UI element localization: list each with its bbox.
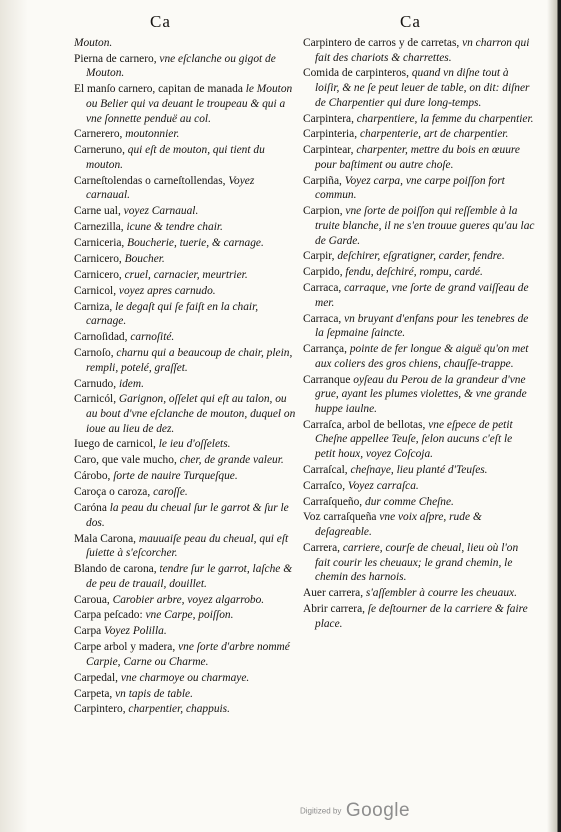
entry-translation: oyſeau du Perou de la grandeur d'vne grue, ayant les plumes violettes, & vne grande huppe iaulne. [315, 373, 527, 415]
entry-translation: le Mouton ou Belier qui va deuant le troupeau & qui a vne ſonnette penduë au col. [86, 83, 293, 125]
dictionary-entry [74, 143, 296, 172]
entry-headword: Carpido, [303, 266, 346, 279]
entry-translation: vn charron qui fait des chariots & charrettes. [315, 37, 530, 64]
entry-headword: Abrir carrera, [303, 602, 368, 615]
entry-translation: Garignon, oſſelet qui eſt au talon, ou au bout d'vne eſclanche de mouton, duquel on ioue au lieu de dez. [86, 393, 296, 435]
dictionary-entry [74, 702, 296, 717]
entry-translation: Mouton. [74, 37, 113, 49]
dictionary-entry [74, 220, 296, 235]
dictionary-entry [74, 687, 296, 702]
entry-headword: Carranque [303, 373, 354, 386]
dictionary-entry [303, 143, 535, 172]
dictionary-entry [74, 377, 296, 392]
dictionary-entry [74, 174, 296, 203]
entry-translation: charpenter, mettre du bois en œuure pour baſtiment ou autre choſe. [315, 144, 520, 171]
entry-translation: Voyez carpa, vne carpe poiſſon fort commun. [315, 174, 505, 202]
dictionary-entry [303, 479, 535, 494]
entry-translation: charpentiere, la femme du charpentier. [356, 112, 534, 125]
entry-headword: Carniceria, [74, 237, 128, 250]
dictionary-entry [303, 602, 535, 631]
entry-translation: le degaſt qui ſe faiſt en la chair, carnage. [86, 300, 259, 328]
entry-headword: Carrera, [303, 541, 343, 554]
entry-headword: Carneruno, [74, 144, 128, 157]
entry-translation: cheſnaye, lieu planté d'Teuſes. [350, 463, 488, 476]
entry-translation: Boucher. [124, 252, 165, 265]
dictionary-entry [303, 418, 535, 462]
entry-translation: le ieu d'oſſelets. [158, 438, 231, 451]
dictionary-entry [303, 510, 535, 539]
dictionary-entry [303, 586, 535, 601]
dictionary-entry [303, 249, 535, 264]
right-column [303, 36, 535, 632]
dictionary-entry [74, 593, 296, 608]
dictionary-entry [74, 501, 296, 530]
entry-translation: quand vn diſne tout à loiſir, & ne ſe peut leuer de table, on dit: diſner de Charpentier qui dure long-temps. [315, 67, 530, 109]
entry-headword: Voz carraſqueña [303, 511, 380, 524]
entry-headword: Carne ual, [74, 205, 124, 218]
entry-headword: Carpintero de carros y de carretas, [303, 37, 463, 49]
entry-headword: El manſo carnero, capitan de manada [74, 83, 246, 96]
entry-headword: Carraca, [303, 282, 345, 295]
entry-headword: Carpa peſcado: [74, 609, 146, 622]
entry-translation: vn tapis de table. [115, 687, 193, 700]
entry-headword: Carniza, [74, 300, 116, 313]
entry-translation: vn bruyant d'enfans pour les tenebres de la ſepmaine ſaincte. [315, 312, 529, 340]
dictionary-entry [74, 252, 296, 267]
entry-headword: Comida de carpinteros, [303, 67, 412, 80]
entry-translation: idem. [118, 377, 144, 390]
entry-headword: Carnicero, [74, 252, 125, 265]
dictionary-entry [74, 330, 296, 345]
entry-headword: Carpe arbol y madera, [74, 641, 179, 654]
entry-headword: Carraca, [303, 312, 345, 325]
entry-translation: Carobier arbre, voyez algarrobo. [112, 593, 265, 606]
dictionary-entry [74, 453, 296, 468]
running-head-left: Ca [150, 12, 171, 31]
dictionary-entry [303, 112, 535, 127]
entry-translation: charpenterie, art de charpentier. [359, 128, 509, 141]
entry-headword: Mala Carona, [74, 532, 139, 545]
entry-translation: mauuaiſe peau du cheual, qui eſt ſuiette à s'eſcorcher. [86, 532, 289, 560]
dictionary-entry [74, 624, 296, 639]
entry-translation: charpentier, chappuis. [128, 703, 230, 716]
entry-headword: Carpion, [303, 205, 346, 218]
entry-translation: Voyez Polilla. [104, 625, 167, 638]
entry-headword: Caroua, [74, 593, 113, 606]
entry-translation: tendre ſur le garrot, laſche & de peu de trauail, douillet. [86, 563, 293, 590]
dictionary-entry [303, 265, 535, 280]
dictionary-entry [74, 346, 296, 375]
entry-headword: Carpiña, [303, 174, 345, 187]
entry-headword: Carnicól, [74, 393, 119, 406]
entry-translation: voyez Carnaual. [123, 205, 199, 218]
entry-translation: charnu qui a beaucoup de chair, plein, rempli, potelé, graſſet. [86, 347, 293, 374]
entry-translation: Voyez carraſca. [347, 479, 419, 492]
entry-headword: Auer carrera, [303, 587, 366, 600]
dictionary-entry [303, 495, 535, 510]
entry-translation: vne eſpece de petit Cheſne appellee Teuſe, ſelon aucuns c'eſt le petit houx, voyez Coſcoja. [315, 418, 513, 460]
entry-translation: vne eſclanche ou gigot de Mouton. [86, 52, 276, 80]
dictionary-entry [303, 373, 535, 417]
entry-translation: dur comme Cheſne. [365, 495, 454, 508]
dictionary-entry [74, 82, 296, 126]
entry-translation: s'aſſembler à courre les cheuaux. [365, 587, 517, 600]
entry-translation: la peau du cheual ſur le garrot & ſur le dos. [86, 502, 289, 529]
entry-headword: Carpa [74, 625, 105, 638]
dictionary-entry [303, 342, 535, 371]
dictionary-entry [74, 284, 296, 299]
entry-translation: deſchirer, eſgratigner, carder, fendre. [337, 250, 505, 263]
entry-translation: vne Carpe, poiſſon. [145, 609, 234, 622]
entry-headword: Carnoſo, [74, 347, 117, 360]
dictionary-entry [303, 204, 535, 248]
dictionary-entry [74, 268, 296, 283]
entry-headword: Caróna [74, 502, 110, 515]
entry-translation: cher, de grande valeur. [179, 454, 284, 467]
dictionary-entry [303, 463, 535, 478]
digitized-by-google-watermark [300, 800, 410, 822]
entry-headword: Carnoſidad, [74, 331, 131, 344]
entry-translation: caroſſe. [153, 486, 188, 499]
dictionary-entry [74, 204, 296, 219]
dictionary-entry [303, 174, 535, 203]
entry-translation: carnoſité. [130, 331, 175, 344]
entry-headword: Carnerero, [74, 128, 126, 141]
entry-translation: pointe de fer longue & aiguë qu'on met aux coliers des gros chiens, chauſſe-trappe. [315, 343, 529, 370]
page-edge-shadow [547, 0, 561, 832]
entry-headword: Carnicol, [74, 284, 119, 297]
entry-headword: Carraſco, [303, 479, 348, 492]
dictionary-entry [74, 640, 296, 669]
dictionary-entry [74, 608, 296, 623]
dictionary-entry [74, 485, 296, 500]
dictionary-entry [74, 36, 296, 51]
running-head-right: Ca [400, 12, 421, 31]
entry-headword: Carpinteria, [303, 128, 360, 141]
entry-headword: Carneſtolendas o carneſtollendas, [74, 174, 229, 187]
entry-translation: icune & tendre chair. [126, 221, 223, 234]
watermark-prefix: Digitized by [300, 806, 342, 816]
entry-headword: Cárobo, [74, 470, 114, 483]
dictionary-entry [74, 52, 296, 81]
entry-headword: Carnezilla, [74, 221, 127, 234]
entry-headword: Caroça o caroza, [74, 486, 154, 499]
entry-headword: Carpintear, [303, 144, 357, 157]
entry-translation: fendu, deſchiré, rompu, cardé. [345, 266, 483, 279]
entry-translation: vne voix aſpre, rude & deſagreable. [315, 511, 482, 539]
entry-headword: Carnudo, [74, 377, 119, 390]
entry-headword: Carnicero, [74, 268, 125, 281]
entry-headword: Carpedal, [74, 671, 121, 684]
entry-headword: Pierna de carnero, [74, 52, 160, 65]
dictionary-entry [303, 66, 535, 110]
entry-headword: Carraſca, arbol de bellotas, [303, 418, 429, 431]
dictionary-entry [303, 312, 535, 341]
dictionary-entry [74, 469, 296, 484]
entry-translation: carriere, courſe de cheual, lieu où l'on fait courir les cheuaux; le grand chemin, le chemin des harnois. [315, 541, 519, 584]
dictionary-entry [74, 236, 296, 251]
entry-headword: Carpintera, [303, 112, 357, 125]
entry-translation: Boucherie, tuerie, & carnage. [127, 237, 264, 250]
dictionary-entry [303, 541, 535, 585]
entry-headword: Carpintero, [74, 703, 129, 716]
entry-translation: voyez apres carnudo. [118, 284, 216, 297]
entry-translation: ſorte de nauire Turqueſque. [113, 470, 238, 483]
entry-headword: Carrança, [303, 343, 350, 356]
entry-translation: ſe deſtourner de la carriere & faire place. [315, 602, 528, 630]
dictionary-entry [303, 36, 535, 65]
dictionary-entry [303, 127, 535, 142]
entry-translation: qui eſt de mouton, qui tient du mouton. [86, 144, 265, 171]
entry-translation: vne ſorte d'arbre nommé Carpie, Carne ou Charme. [86, 641, 290, 668]
entry-headword: Caro, que vale mucho, [74, 454, 180, 467]
entry-translation: moutonnier. [125, 128, 180, 141]
page-gutter-shadow [0, 0, 28, 832]
dictionary-entry [74, 392, 296, 436]
dictionary-entry [74, 300, 296, 329]
entry-headword: Carpir, [303, 250, 338, 263]
entry-translation: vne ſorte de poiſſon qui reſſemble à la truite blanche, il ne s'en trouue gueres qu'au lac de Garde. [315, 205, 535, 247]
watermark-brand: Google [345, 800, 411, 821]
entry-headword: Iuego de carnicol, [74, 438, 159, 451]
entry-headword: Carpeta, [74, 687, 116, 700]
entry-translation: vne charmoye ou charmaye. [120, 671, 250, 684]
dictionary-entry [74, 127, 296, 142]
entry-headword: Carraſcal, [303, 463, 351, 476]
entry-headword: Blando de carona, [74, 563, 160, 576]
left-column [74, 36, 296, 718]
dictionary-entry [74, 562, 296, 591]
dictionary-entry [74, 437, 296, 452]
dictionary-entry [74, 532, 296, 561]
entry-headword: Carraſqueño, [303, 495, 365, 508]
entry-translation: carraque, vne ſorte de grand vaiſſeau de mer. [315, 282, 529, 309]
dictionary-entry [74, 671, 296, 686]
entry-translation: Voyez carnaual. [86, 174, 255, 202]
entry-translation: cruel, carnacier, meurtrier. [124, 268, 248, 281]
dictionary-entry [303, 281, 535, 310]
